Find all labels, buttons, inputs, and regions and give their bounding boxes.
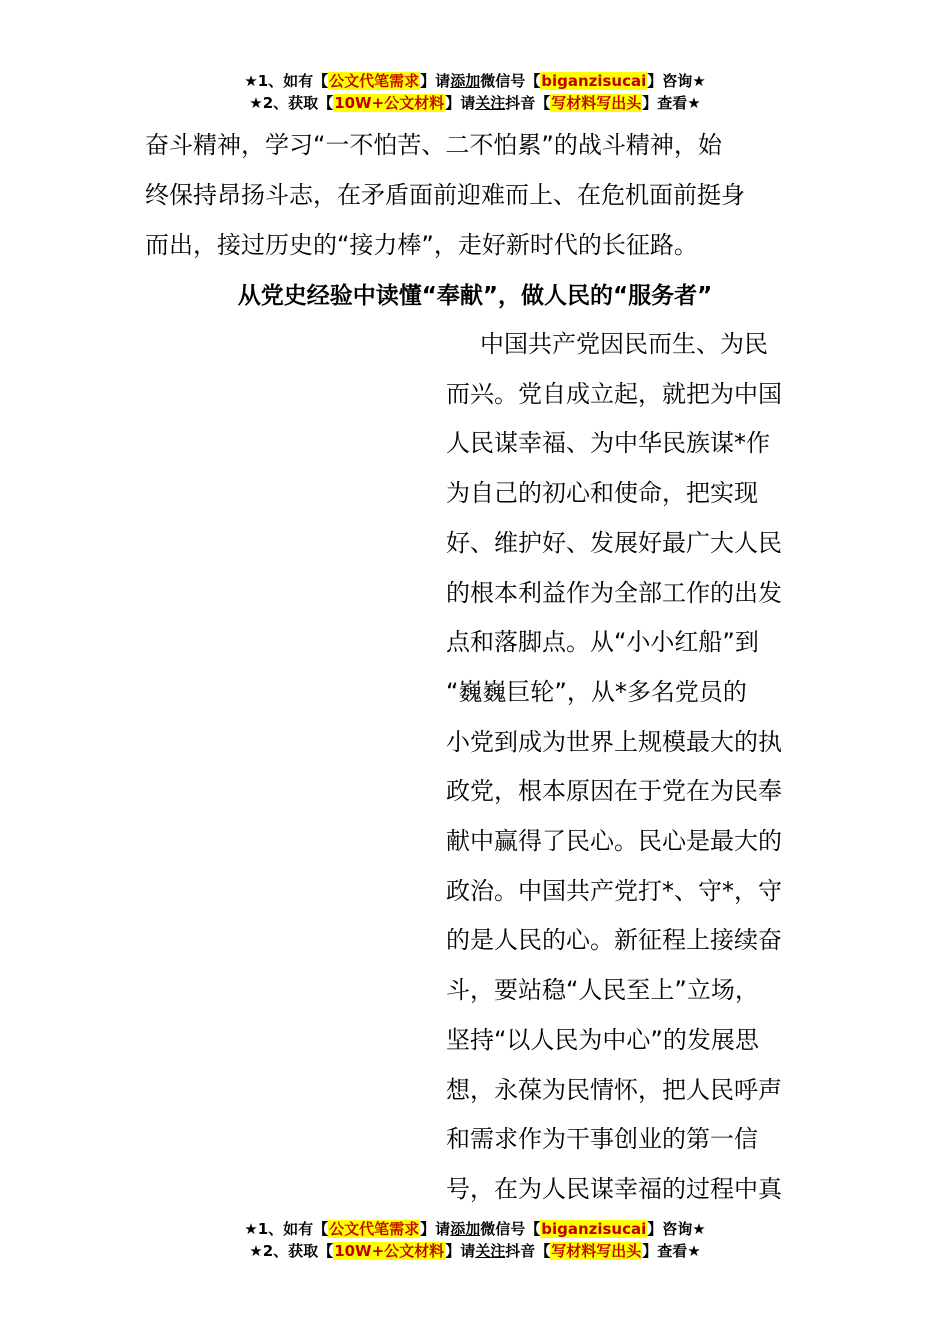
column-line: 想，永葆为民情怀，把人民呼声 — [446, 1075, 782, 1104]
top-promo-banner — [0, 70, 950, 114]
promo-line-1 — [0, 70, 950, 92]
section-heading: 从党史经验中读懂“奉献”，做人民的“服务者” — [237, 283, 713, 309]
text-column — [446, 320, 816, 1215]
promo-line-1 — [0, 1218, 950, 1240]
column-line: “巍巍巨轮”，从*多名党员的 — [446, 677, 747, 706]
column-line: 献中赢得了民心。民心是最大的 — [446, 827, 782, 856]
column-line: 好、维护好、发展好最广大人民 — [446, 528, 782, 557]
promo-text: 】查看★ — [642, 1242, 701, 1260]
promo-highlight: 10W+公文材料 — [334, 94, 445, 112]
promo-text: 】请 — [445, 94, 476, 112]
promo-line-2 — [0, 1240, 950, 1262]
promo-highlight-douyin: 写材料写出头 — [551, 1242, 642, 1260]
promo-highlight: 10W+公文材料 — [334, 1242, 445, 1260]
body-paragraph-line: 而出，接过历史的“接力棒”，走好新时代的长征路。 — [145, 231, 698, 259]
promo-text: 微信号【 — [480, 1220, 541, 1238]
promo-highlight-wechat: biganzisucai — [541, 1220, 647, 1238]
promo-text: 】请 — [420, 72, 451, 90]
column-line: 点和落脚点。从“小小红船”到 — [446, 628, 759, 657]
column-line: 和需求作为干事创业的第一信 — [446, 1125, 758, 1154]
body-paragraph-line: 终保持昂扬斗志，在矛盾面前迎难而上、在危机面前挺身 — [145, 181, 745, 209]
promo-text: 抖音【 — [505, 1242, 551, 1260]
promo-text: ★1、如有【 — [244, 72, 329, 90]
column-line: 人民谋幸福、为中华民族谋*作 — [446, 429, 770, 458]
promo-highlight: 公文代笔需求 — [329, 1220, 420, 1238]
promo-underline: 关注 — [475, 94, 506, 112]
promo-underline: 添加 — [450, 1220, 481, 1238]
promo-underline: 关注 — [475, 1242, 506, 1260]
promo-text: 】咨询★ — [647, 1220, 706, 1238]
column-line: 小党到成为世界上规模最大的执 — [446, 727, 782, 756]
promo-line-2 — [0, 92, 950, 114]
promo-text: 】查看★ — [642, 94, 701, 112]
column-line: 为自己的初心和使命，把实现 — [446, 479, 758, 508]
bottom-promo-banner — [0, 1218, 950, 1262]
promo-highlight-douyin: 写材料写出头 — [551, 94, 642, 112]
column-line: 斗，要站稳“人民至上”立场， — [446, 976, 759, 1005]
promo-text: ★2、获取【 — [249, 1242, 334, 1260]
column-line: 中国共产党因民而生、为民 — [480, 330, 768, 358]
promo-text: 抖音【 — [505, 94, 551, 112]
promo-highlight-wechat: biganzisucai — [541, 72, 647, 90]
column-line: 政党，根本原因在于党在为民奉 — [446, 777, 782, 806]
column-line: 坚持“以人民为中心”的发展思 — [446, 1025, 759, 1054]
promo-underline: 添加 — [450, 72, 481, 90]
body-paragraph-line: 奋斗精神，学习“一不怕苦、二不怕累”的战斗精神，始 — [145, 131, 722, 159]
promo-text: 】请 — [420, 1220, 451, 1238]
promo-text: ★1、如有【 — [244, 1220, 329, 1238]
column-line: 的是人民的心。新征程上接续奋 — [446, 926, 782, 955]
column-line: 号，在为人民谋幸福的过程中真 — [446, 1174, 782, 1203]
column-line: 而兴。党自成立起，就把为中国 — [446, 379, 782, 408]
promo-highlight: 公文代笔需求 — [329, 72, 420, 90]
promo-text: 】咨询★ — [647, 72, 706, 90]
promo-text: ★2、获取【 — [249, 94, 334, 112]
column-line: 的根本利益作为全部工作的出发 — [446, 578, 782, 607]
column-line: 政治。中国共产党打*、守*，守 — [446, 876, 782, 905]
promo-text: 】请 — [445, 1242, 476, 1260]
promo-text: 微信号【 — [480, 72, 541, 90]
